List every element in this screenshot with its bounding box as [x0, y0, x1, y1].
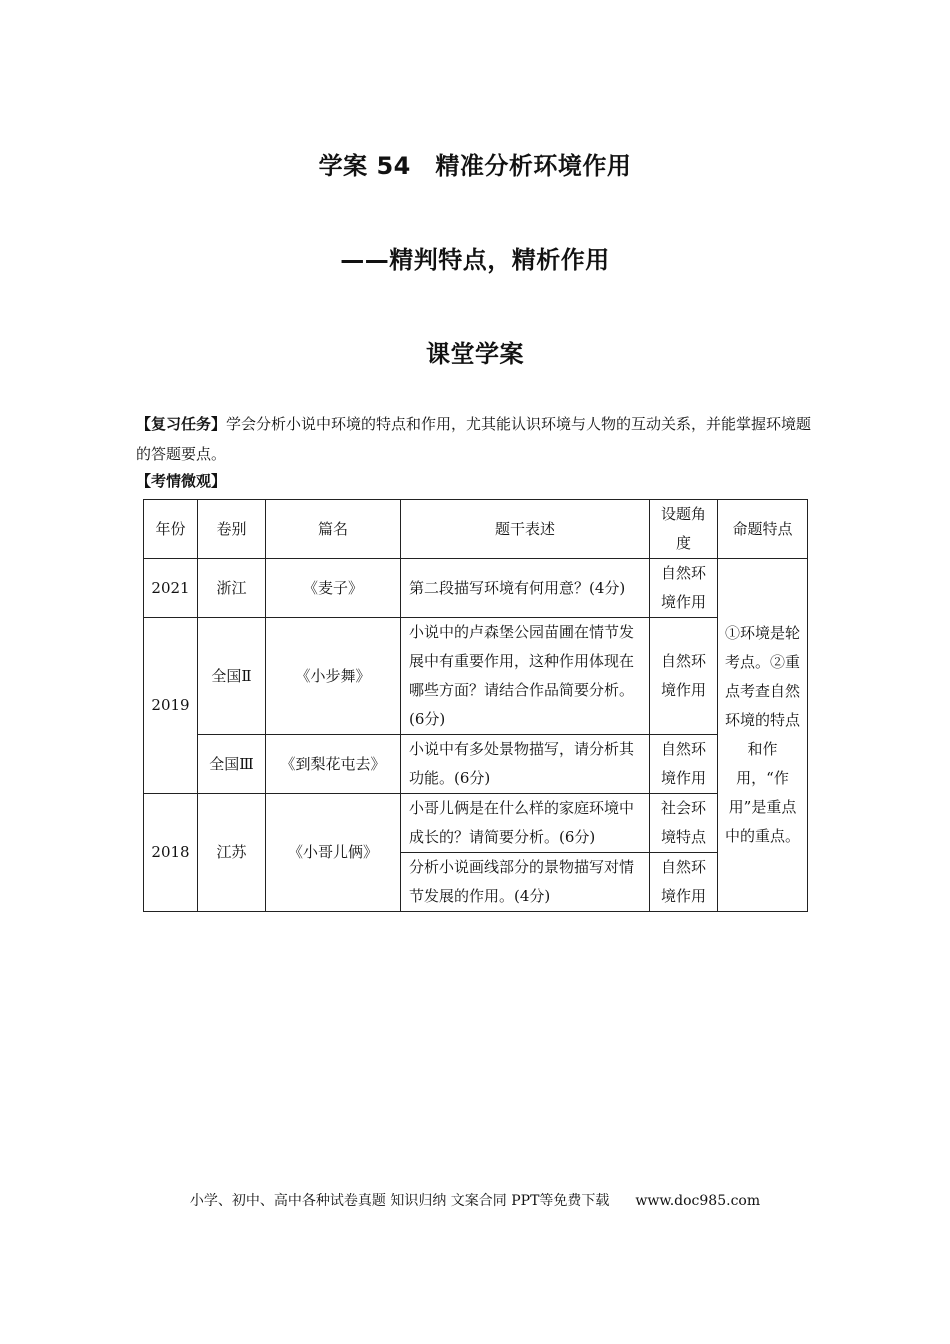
cell-question: 小说中有多处景物描写，请分析其功能。(6分) — [401, 735, 650, 794]
page-title: 学案 54 精准分析环境作用 — [318, 152, 632, 180]
table-row — [144, 618, 808, 735]
section-title: 课堂学案 — [426, 340, 524, 368]
cell-year: 2019 — [144, 618, 198, 794]
cell-work: 《到梨花屯去》 — [266, 735, 401, 794]
cell-paper: 全国Ⅱ — [198, 618, 266, 735]
page-subtitle: ——精判特点，精析作用 — [340, 246, 610, 274]
cell-question: 小说中的卢森堡公园苗圃在情节发展中有重要作用，这种作用体现在哪些方面？请结合作品简要分析。(6分) — [401, 618, 650, 735]
cell-work: 《麦子》 — [266, 559, 401, 618]
header-angle: 设题角度 — [650, 500, 718, 559]
exam-trend-label — [136, 466, 816, 496]
cell-angle: 社会环境特点 — [650, 794, 718, 853]
header-work: 篇名 — [266, 500, 401, 559]
exam-trend-table — [143, 499, 808, 912]
footer-text: 小学、初中、高中各种试卷真题 知识归纳 文案合同 PPT等免费下载 — [189, 1193, 610, 1209]
exam-trend-label-text: 【考情微观】 — [136, 472, 227, 490]
page-footer — [0, 1190, 950, 1210]
cell-year: 2021 — [144, 559, 198, 618]
cell-paper: 浙江 — [198, 559, 266, 618]
cell-question: 小哥儿俩是在什么样的家庭环境中成长的？请简要分析。(6分) — [401, 794, 650, 853]
cell-angle: 自然环境作用 — [650, 559, 718, 618]
footer-url: www.doc985.com — [635, 1193, 761, 1209]
cell-feature: ①环境是轮考点。②重点考查自然环境的特点和作用，“作用”是重点中的重点。 — [718, 559, 808, 912]
cell-question: 分析小说画线部分的景物描写对情节发展的作用。(4分) — [401, 853, 650, 912]
cell-angle: 自然环境作用 — [650, 853, 718, 912]
header-paper: 卷别 — [198, 500, 266, 559]
review-task-label: 【复习任务】 — [136, 415, 227, 433]
header-feature: 命题特点 — [718, 500, 808, 559]
table-row — [144, 794, 808, 853]
header-year: 年份 — [144, 500, 198, 559]
cell-paper: 全国Ⅲ — [198, 735, 266, 794]
cell-year: 2018 — [144, 794, 198, 912]
header-question: 题干表述 — [401, 500, 650, 559]
table-row — [144, 735, 808, 794]
cell-work: 《小哥儿俩》 — [266, 794, 401, 912]
review-task-text: 学会分析小说中环境的特点和作用，尤其能认识环境与人物的互动关系，并能掌握环境题的答题要点。 — [136, 415, 812, 463]
cell-work: 《小步舞》 — [266, 618, 401, 735]
review-task — [136, 409, 816, 469]
table-header-row — [144, 500, 808, 559]
cell-paper: 江苏 — [198, 794, 266, 912]
table-row — [144, 559, 808, 618]
cell-question: 第二段描写环境有何用意？(4分) — [401, 559, 650, 618]
cell-angle: 自然环境作用 — [650, 618, 718, 735]
cell-angle: 自然环境作用 — [650, 735, 718, 794]
